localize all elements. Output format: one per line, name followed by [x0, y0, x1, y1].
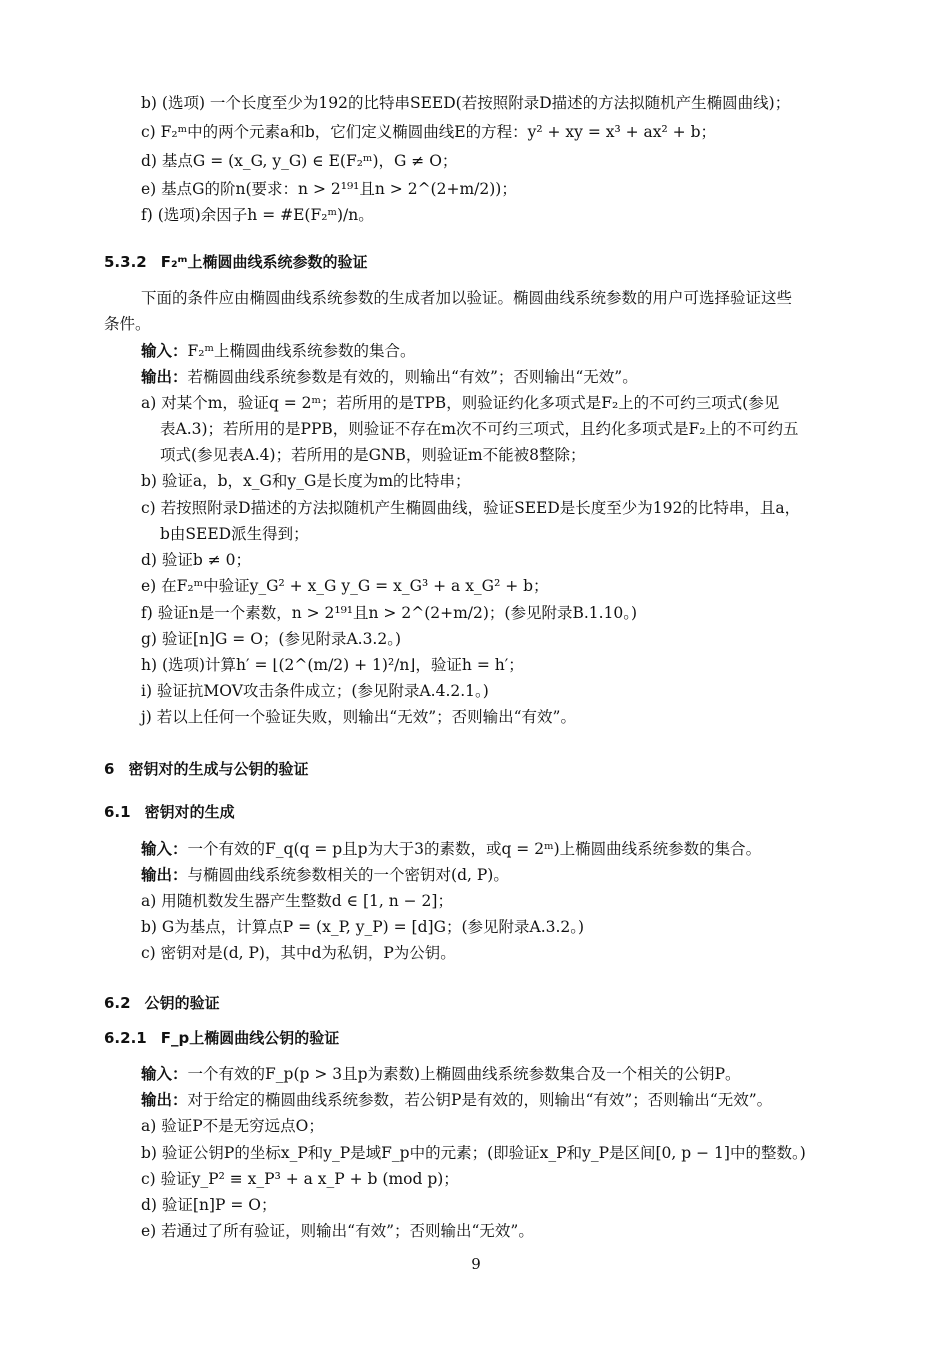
- paragraph-line: 条件。: [104, 315, 151, 333]
- list-item: d) 基点G = (x_G, y_G) ∈ E(F₂ᵐ)，G ≠ O；: [141, 152, 458, 170]
- list-item-continuation: 项式(参见表A.4)；若所用的是GNB，则验证m不能被8整除；: [160, 446, 586, 464]
- input-line: [141, 340, 416, 362]
- section-title: 密钥对的生成: [144, 803, 235, 821]
- section-title: F_p上椭圆曲线公钥的验证: [160, 1029, 340, 1047]
- input-label: 输入：: [141, 342, 188, 360]
- section-number: 5.3.2: [104, 253, 147, 271]
- input-line: [141, 838, 761, 860]
- output-line: [141, 366, 638, 388]
- list-item: j) 若以上任何一个验证失败，则输出“无效”；否则输出“有效”。: [141, 708, 576, 726]
- output-text: 若椭圆曲线系统参数是有效的，则输出“有效”；否则输出“无效”。: [187, 368, 638, 386]
- paragraph-line: 下面的条件应由椭圆曲线系统参数的生成者加以验证。椭圆曲线系统参数的用户可选择验证这些: [141, 289, 793, 307]
- list-item: c) 密钥对是(d, P)，其中d为私钥，P为公钥。: [141, 944, 456, 962]
- section-number: 6: [104, 760, 115, 778]
- list-item: c) 若按照附录D描述的方法拟随机产生椭圆曲线，验证SEED是长度至少为192的比特串，且a，: [141, 499, 801, 517]
- list-item: d) 验证b ≠ 0；: [141, 551, 252, 569]
- output-label: 输出：: [141, 1091, 188, 1109]
- input-label: 输入：: [141, 840, 188, 858]
- list-item: b) G为基点，计算点P = (x_P, y_P) = [d]G；(参见附录A.3.2。): [141, 918, 585, 936]
- list-item-continuation: b由SEED派生得到；: [160, 525, 309, 543]
- section-heading-6: [104, 758, 308, 780]
- input-text: F₂ᵐ上椭圆曲线系统参数的集合。: [187, 342, 416, 360]
- section-heading-5-3-2: [104, 251, 368, 273]
- output-label: 输出：: [141, 866, 188, 884]
- section-title: F₂ᵐ上椭圆曲线系统参数的验证: [160, 253, 368, 271]
- input-text: 一个有效的F_p(p > 3且p为素数)上椭圆曲线系统参数集合及一个相关的公钥P。: [187, 1065, 741, 1083]
- list-item: h) (选项)计算h′ = ⌊(2^(m/2) + 1)²/n⌋，验证h = h′；: [141, 656, 524, 674]
- output-line: [141, 1089, 772, 1111]
- list-item: b) 验证a，b，x_G和y_G是长度为m的比特串；: [141, 472, 471, 490]
- section-title: 密钥对的生成与公钥的验证: [128, 760, 309, 778]
- list-item: a) 验证P不是无穷远点O；: [141, 1117, 324, 1135]
- section-heading-6-2-1: [104, 1027, 339, 1049]
- page-number: 9: [471, 1255, 481, 1273]
- list-item: d) 验证[n]P = O；: [141, 1196, 277, 1214]
- list-item: f) (选项)余因子h = #E(F₂ᵐ)/n。: [141, 206, 374, 224]
- list-item: f) 验证n是一个素数，n > 2¹⁹¹且n > 2^(2+m/2)；(参见附录B.1.10。): [141, 604, 638, 622]
- output-line: [141, 864, 509, 886]
- list-item-continuation: 表A.3)；若所用的是PPB，则验证不存在m次不可约三项式，且约化多项式是F₂上的不可约五: [160, 420, 799, 438]
- list-item: b) (选项) 一个长度至少为192的比特串SEED(若按照附录D描述的方法拟随机产生椭圆曲线)；: [141, 94, 791, 112]
- section-number: 6.1: [104, 803, 131, 821]
- list-item: a) 对某个m，验证q = 2ᵐ；若所用的是TPB，则验证约化多项式是F₂上的不可约三项式(参见: [141, 394, 780, 412]
- output-label: 输出：: [141, 368, 188, 386]
- input-text: 一个有效的F_q(q = p且p为大于3的素数，或q = 2ᵐ)上椭圆曲线系统参数的集合。: [187, 840, 762, 858]
- section-number: 6.2.1: [104, 1029, 147, 1047]
- input-label: 输入：: [141, 1065, 188, 1083]
- section-heading-6-1: [104, 801, 235, 823]
- output-text: 对于给定的椭圆曲线系统参数，若公钥P是有效的，则输出“有效”；否则输出“无效”。: [187, 1091, 773, 1109]
- list-item: e) 在F₂ᵐ中验证y_G² + x_G y_G = x_G³ + a x_G² + b；: [141, 577, 549, 595]
- list-item: i) 验证抗MOV攻击条件成立；(参见附录A.4.2.1。): [141, 682, 489, 700]
- list-item: c) F₂ᵐ中的两个元素a和b，它们定义椭圆曲线E的方程：y² + xy = x³ + ax² + b；: [141, 123, 717, 141]
- input-line: [141, 1063, 741, 1085]
- list-item: b) 验证公钥P的坐标x_P和y_P是域F_p中的元素；(即验证x_P和y_P是区间[0, p − 1]中的整数。): [141, 1144, 806, 1162]
- list-item: c) 验证y_P² ≡ x_P³ + a x_P + b (mod p)；: [141, 1170, 459, 1188]
- list-item: e) 基点G的阶n(要求：n > 2¹⁹¹且n > 2^(2+m/2))；: [141, 180, 517, 198]
- section-title: 公钥的验证: [144, 994, 220, 1012]
- section-heading-6-2: [104, 992, 220, 1014]
- output-text: 与椭圆曲线系统参数相关的一个密钥对(d, P)。: [187, 866, 509, 884]
- list-item: e) 若通过了所有验证，则输出“有效”；否则输出“无效”。: [141, 1222, 534, 1240]
- list-item: g) 验证[n]G = O；(参见附录A.3.2。): [141, 630, 402, 648]
- section-number: 6.2: [104, 994, 131, 1012]
- list-item: a) 用随机数发生器产生整数d ∈ [1, n − 2]；: [141, 892, 453, 910]
